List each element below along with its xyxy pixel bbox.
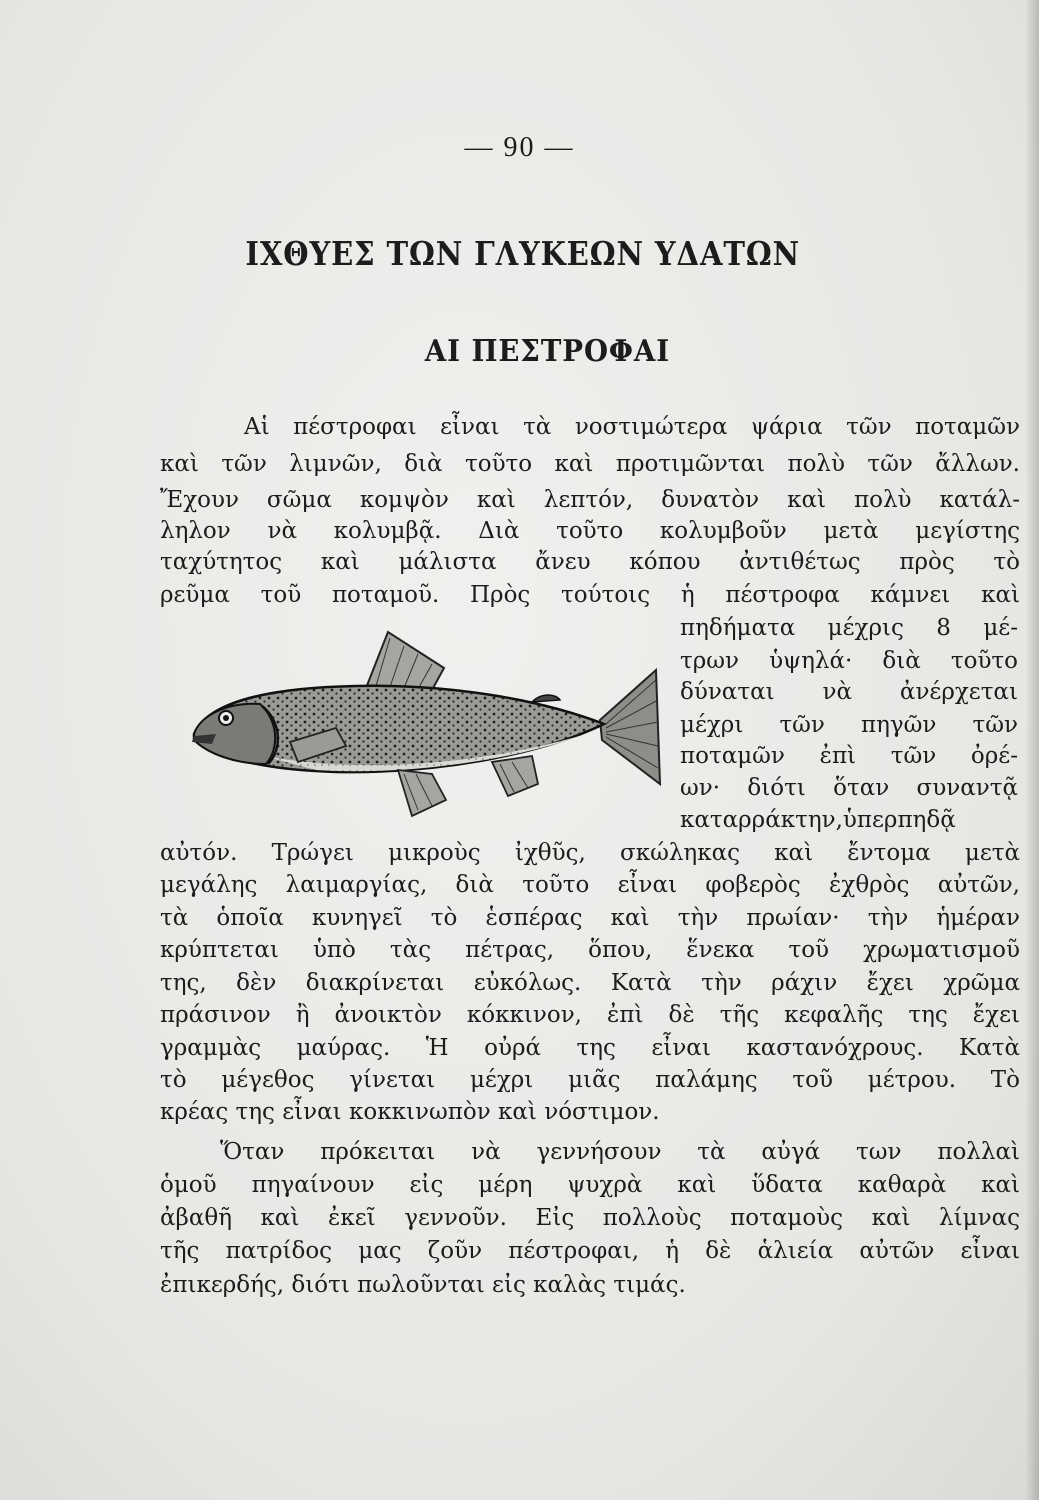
chapter-title: ΙΧΘΥΕΣ ΤΩΝ ΓΛΥΚΕΩΝ ΥΔΑΤΩΝ	[245, 234, 801, 273]
text-line: ληλον νὰ κολυμβᾷ. Διὰ τοῦτο κολυμβοῦν μετὰ μεγίστης	[160, 518, 1020, 544]
text-line: τὰ ὁποῖα κυνηγεῖ τὸ ἑσπέρας καὶ τὴν πρωίαν· τὴν ἡμέραν	[160, 905, 1020, 931]
text-line: ταχύτητος καὶ μάλιστα ἄνευ κόπου ἀντιθέτως πρὸς τὸ	[160, 549, 1020, 575]
text-line: καὶ τῶν λιμνῶν, διὰ τοῦτο καὶ προτιμῶνται πολὺ τῶν ἄλλων.	[160, 451, 1020, 477]
text-line: τὸ μέγεθος γίνεται μέχρι μιᾶς παλάμης τοῦ μέτρου. Τὸ	[160, 1067, 1020, 1093]
text-line: καταρράκτην,ὑπερπηδᾷ	[680, 807, 956, 833]
section-title: ΑΙ ΠΕΣΤΡΟΦΑΙ	[424, 334, 671, 369]
text-line: πηδήματα μέχρις 8 μέ-	[680, 615, 1018, 641]
text-line: ρεῦμα τοῦ ποταμοῦ. Πρὸς τούτοις ἡ πέστροφα κάμνει καὶ	[160, 582, 1020, 608]
text-line: κρέας της εἶναι κοκκινωπὸν καὶ νόστιμον.	[160, 1099, 660, 1125]
text-line: ἐπικερδής, διότι πωλοῦνται εἰς καλὰς τιμάς.	[160, 1272, 686, 1298]
text-line: τρων ὑψηλά· διὰ τοῦτο	[680, 648, 1018, 674]
trout-illustration-icon	[186, 624, 666, 820]
text-line: αὐτόν. Τρώγει μικροὺς ἰχθῦς, σκώληκας καὶ ἔντομα μετὰ	[160, 840, 1020, 866]
text-line: της, δὲν διακρίνεται εὐκόλως. Κατὰ τὴν ράχιν ἔχει χρῶμα	[160, 970, 1020, 996]
text-line: πράσινον ἢ ἀνοικτὸν κόκκινον, ἐπὶ δὲ τῆς κεφαλῆς της ἔχει	[160, 1002, 1020, 1028]
text-line: μέχρι τῶν πηγῶν τῶν	[680, 712, 1018, 738]
text-line: γραμμὰς μαύρας. Ἡ οὐρά της εἶναι καστανόχρους. Κατὰ	[160, 1035, 1020, 1061]
page-edge-shadow	[1025, 0, 1039, 1500]
text-line: ἀβαθῆ καὶ ἐκεῖ γεννοῦν. Εἰς πολλοὺς ποταμοὺς καὶ λίμνας	[160, 1205, 1020, 1231]
text-line: ων· διότι ὅταν συναντᾷ	[680, 775, 1018, 801]
text-line: Ἔχουν σῶμα κομψὸν καὶ λεπτόν, δυνατὸν καὶ πολὺ κατάλ-	[160, 487, 1020, 513]
text-line: δύναται νὰ ἀνέρχεται	[680, 679, 1018, 705]
text-line: τῆς πατρίδος μας ζοῦν πέστροφαι, ἡ δὲ ἁλιεία αὐτῶν εἶναι	[160, 1238, 1020, 1264]
page-number: — 90 —	[464, 132, 575, 163]
text-line: Ὅταν πρόκειται νὰ γεννήσουν τὰ αὐγά των πολλαὶ	[220, 1139, 1020, 1165]
text-line: μεγάλης λαιμαργίας, διὰ τοῦτο εἶναι φοβερὸς ἐχθρὸς αὐτῶν,	[160, 872, 1020, 898]
text-line: Αἱ πέστροφαι εἶναι τὰ νοστιμώτερα ψάρια τῶν ποταμῶν	[244, 414, 1020, 440]
text-line: κρύπτεται ὑπὸ τὰς πέτρας, ὅπου, ἕνεκα τοῦ χρωματισμοῦ	[160, 937, 1020, 963]
text-line: ποταμῶν ἐπὶ τῶν ὀρέ-	[680, 743, 1018, 769]
text-line: ὁμοῦ πηγαίνουν εἰς μέρη ψυχρὰ καὶ ὕδατα καθαρὰ καὶ	[160, 1172, 1020, 1198]
